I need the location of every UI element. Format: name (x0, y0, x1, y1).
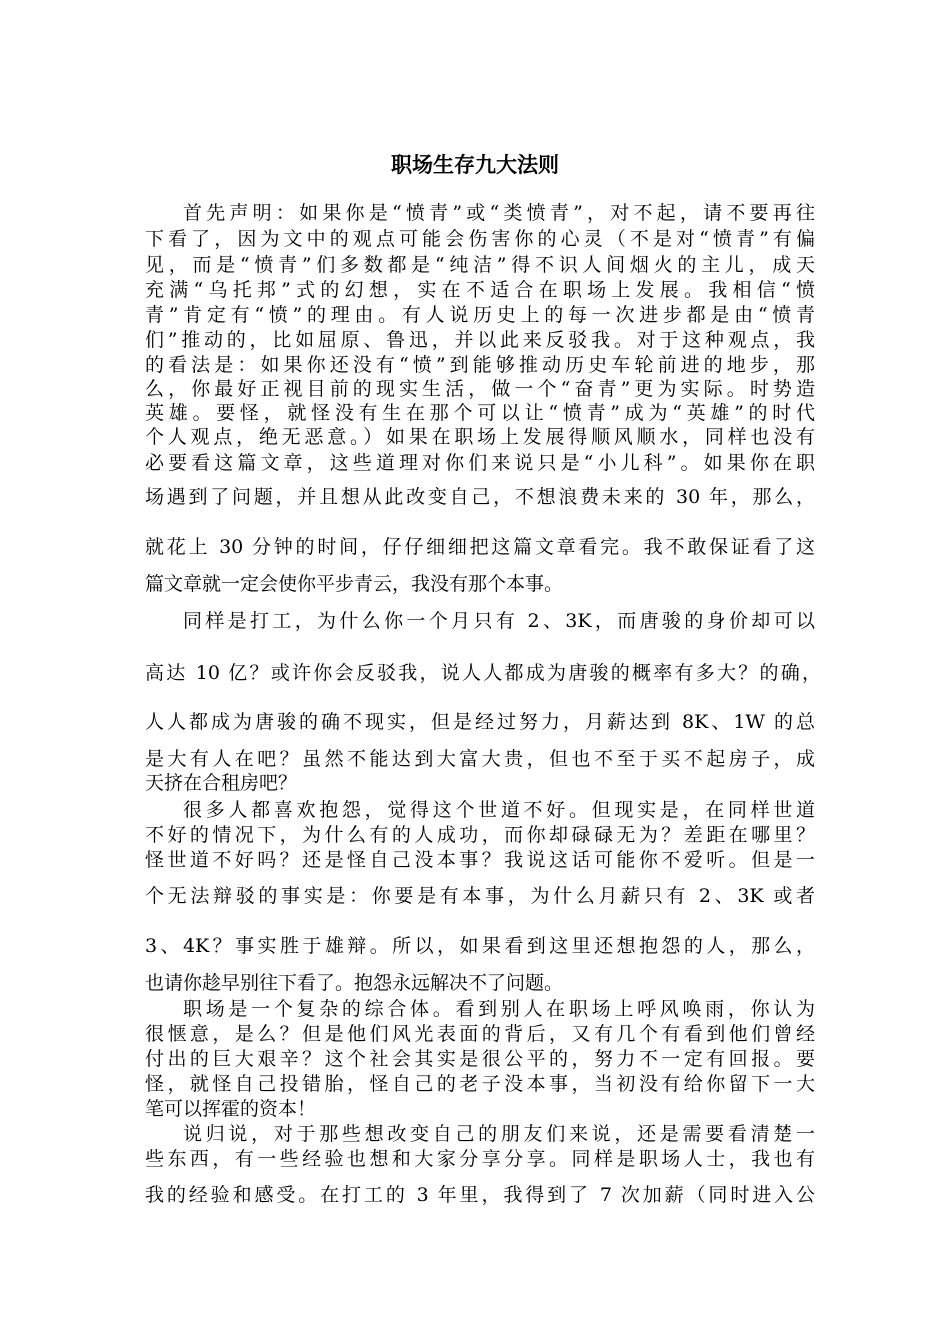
text-line: 充满“乌托邦”式的幻想，实在不适合在职场上发展。我相信“愤 (145, 279, 815, 301)
text-line: 下看了，因为文中的观点可能会伤害你的心灵（不是对“愤青”有偏 (145, 228, 815, 250)
text-line: 笔可以挥霍的资本！ (145, 1098, 317, 1120)
text-line: 必要看这篇文章，这些道理对你们来说只是“小儿科”。如果你在职 (145, 452, 815, 474)
text-line: 场遇到了问题，并且想从此改变自己，不想浪费未来的 30 年，那么， (145, 486, 815, 508)
text-line: 怪世道不好吗？还是怪自己没本事？我说这话可能你不爱听。但是一 (145, 849, 815, 871)
text-line: 职场是一个复杂的综合体。看到别人在职场上呼风唤雨，你认为 (183, 998, 815, 1020)
text-line: 我的经验和感受。在打工的 3 年里，我得到了 7 次加薪（同时进入公 (145, 1184, 815, 1206)
text-line: 是大有人在吧？虽然不能达到大富大贵，但也不至于买不起房子，成 (145, 748, 815, 770)
text-line: 说归说，对于那些想改变自己的朋友们来说，还是需要看清楚一 (183, 1123, 815, 1145)
text-line: 高达 10 亿？或许你会反驳我，说人人都成为唐骏的概率有多大？的确， (145, 662, 821, 684)
text-line: 英雄。要怪，就怪没有生在那个可以让“愤青”成为“英雄”的时代 (145, 402, 815, 424)
text-line: 很多人都喜欢抱怨，觉得这个世道不好。但现实是，在同样世道 (183, 799, 815, 821)
text-line: 篇文章就一定会使你平步青云，我没有那个本事。 (145, 573, 564, 595)
text-line: 首先声明：如果你是“愤青”或“类愤青”，对不起，请不要再往 (183, 202, 815, 224)
text-line: 很惬意，是么？但是他们风光表面的背后，又有几个有看到他们曾经 (145, 1023, 815, 1045)
text-line: 天挤在合租房吧？ (145, 772, 298, 794)
text-line: 付出的巨大艰辛？这个社会其实是很公平的，努力不一定有回报。要 (145, 1048, 815, 1070)
text-line: 的看法是：如果你还没有“愤”到能够推动历史车轮前进的地步，那 (145, 354, 815, 376)
text-line: 3、4K？事实胜于雄辩。所以，如果看到这里还想抱怨的人，那么， (145, 935, 815, 957)
text-line: 们”推动的，比如屈原、鲁迅，并以此来反驳我。对于这种观点，我 (145, 329, 815, 351)
text-line: 同样是打工，为什么你一个月只有 2、3K，而唐骏的身价却可以 (183, 610, 815, 632)
text-line: 怪，就怪自己投错胎，怪自己的老子没本事，当初没有给你留下一大 (145, 1073, 815, 1095)
text-line: 就花上 30 分钟的时间，仔仔细细把这篇文章看完。我不敢保证看了这 (145, 536, 815, 558)
text-line: 也请你趁早别往下看了。抱怨永远解决不了问题。 (145, 972, 564, 994)
text-line: 么，你最好正视目前的现实生活，做一个“奋青”更为实际。时势造 (145, 378, 815, 400)
text-line: 个无法辩驳的事实是：你要是有本事，为什么月薪只有 2、3K 或者 (145, 885, 815, 907)
text-line: 些东西，有一些经验也想和大家分享分享。同样是职场人士，我也有 (145, 1148, 815, 1170)
text-line: 个人观点，绝无恶意。）如果在职场上发展得顺风顺水，同样也没有 (145, 426, 815, 448)
text-line: 人人都成为唐骏的确不现实，但是经过努力，月薪达到 8K、1W 的总 (145, 711, 815, 733)
text-line: 见，而是“愤青”们多数都是“纯洁”得不识人间烟火的主儿，成天 (145, 254, 815, 276)
text-line: 青”肯定有“愤”的理由。有人说历史上的每一次进步都是由“愤青 (145, 304, 815, 326)
page-title: 职场生存九大法则 (391, 153, 559, 177)
text-line: 不好的情况下，为什么有的人成功，而你却碌碌无为？差距在哪里？ (145, 824, 815, 846)
